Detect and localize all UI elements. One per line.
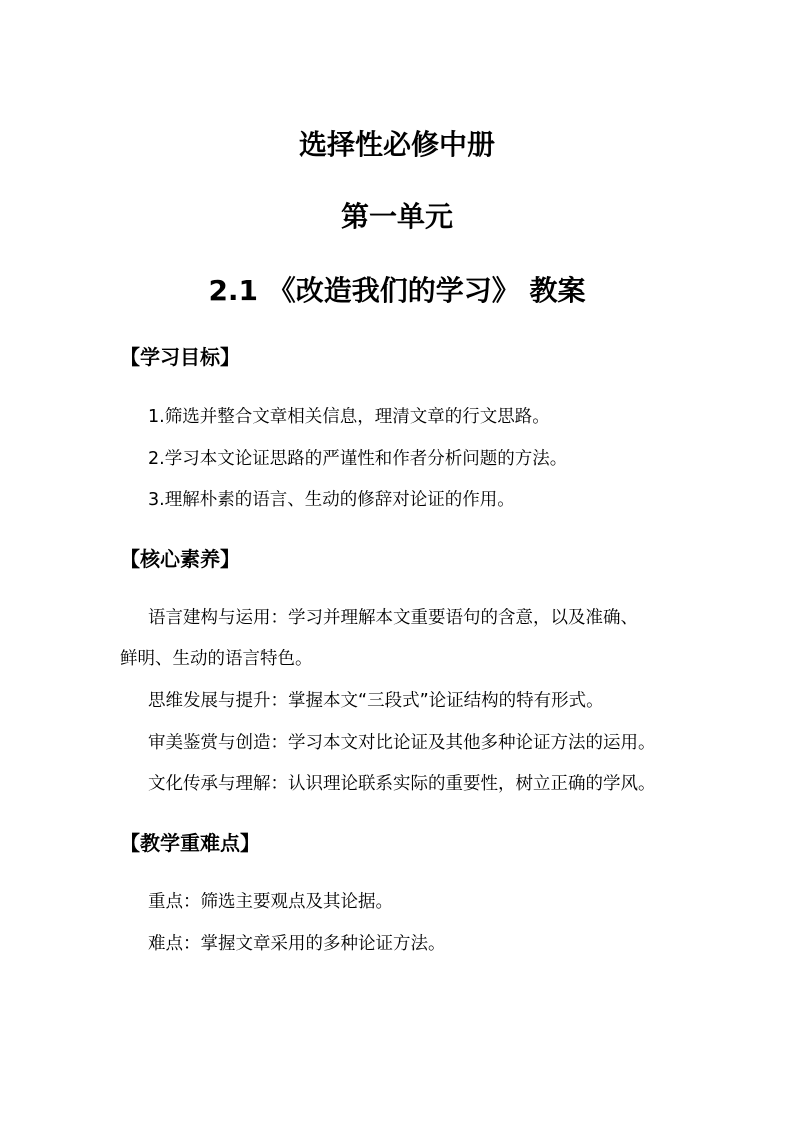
book-title: 选择性必修中册 bbox=[298, 128, 495, 161]
key-point-item: 重点：筛选主要观点及其论据。 bbox=[148, 892, 393, 912]
section-heading-key-points: 【教学重难点】 bbox=[120, 831, 260, 855]
goal-item: 3.理解朴素的语言、生动的修辞对论证的作用。 bbox=[148, 490, 515, 510]
difficult-point-item: 难点：掌握文章采用的多种论证方法。 bbox=[148, 934, 446, 954]
lesson-title: 2.1 《改造我们的学习》 教案 bbox=[208, 274, 586, 307]
literacy-item-continuation: 鲜明、生动的语言特色。 bbox=[120, 649, 313, 669]
literacy-item: 语言建构与运用：学习并理解本文重要语句的含意，以及准确、 bbox=[148, 608, 638, 628]
literacy-item: 文化传承与理解：认识理论联系实际的重要性，树立正确的学风。 bbox=[148, 774, 656, 794]
goal-item: 1.筛选并整合文章相关信息，理清文章的行文思路。 bbox=[148, 407, 550, 427]
literacy-item: 思维发展与提升：掌握本文“三段式”论证结构的特有形式。 bbox=[148, 691, 604, 711]
goal-item: 2.学习本文论证思路的严谨性和作者分析问题的方法。 bbox=[148, 449, 568, 469]
section-heading-core-literacy: 【核心素养】 bbox=[120, 547, 240, 571]
unit-title: 第一单元 bbox=[340, 200, 453, 233]
section-heading-learning-goals: 【学习目标】 bbox=[120, 345, 240, 369]
literacy-item: 审美鉴赏与创造：学习本文对比论证及其他多种论证方法的运用。 bbox=[148, 733, 656, 753]
